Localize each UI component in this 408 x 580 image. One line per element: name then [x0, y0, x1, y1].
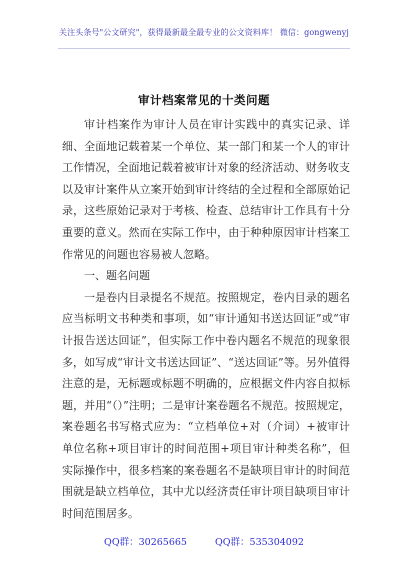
footer-contact [0, 534, 408, 548]
header-promo-text: 关注头条号"公文研究"，获得最新最全最专业的公文资料库！ 微信：gongwenyj [59, 28, 349, 37]
document-body [62, 112, 350, 524]
header-divider [58, 48, 350, 49]
section-heading-title-issues: 一、题名问题 [84, 269, 150, 283]
section-paragraph-title-issues: 一是卷内目录提名不规范。按照规定，卷内目录的题名应当标明文书种类和事项，如“审计通知书送达回证”或“审计报告送达回证”，但实际工作中卷内题名不规范的现象很多，如写成“审计文书送达回证”、“送达回证”等。另外值得注意的是，无标题或标题不明确的，应根据文件内容自拟标题，并用“（）”注明；二是审计案卷题名不规范。按照规定，案卷题名书写格式应为：“立档单位+对（介词）+被审计单位名称+项目审计的时间范围+项目审计种类名称”，但实际操作中，很多档案的案卷题名不是缺项目审计的时间范围就是缺立档单位，其中尤以经济责任审计项目缺项目审计时间范围居多。 [62, 290, 350, 520]
qq-group-2-text: QQ群：535304092 [214, 537, 304, 548]
intro-paragraph: 审计档案作为审计人员在审计实践中的真实记录、详细、全面地记载着某一个单位、某一部门和某一个人的审计工作情况，全面地记载着被审计对象的经济活动、财务收支以及审计案件从立案开始到审计终结的全过程和全部原始记录，这些原始记录对于考核、检查、总结审计工作具有十分重要的意义。然而在实际工作中，由于种种原因审计档案工作常见的问题也容易被人忽略。 [62, 118, 350, 261]
document-title: 审计档案常见的十类问题 [138, 93, 270, 107]
qq-group-1-text: QQ群：30265665 [104, 537, 187, 548]
